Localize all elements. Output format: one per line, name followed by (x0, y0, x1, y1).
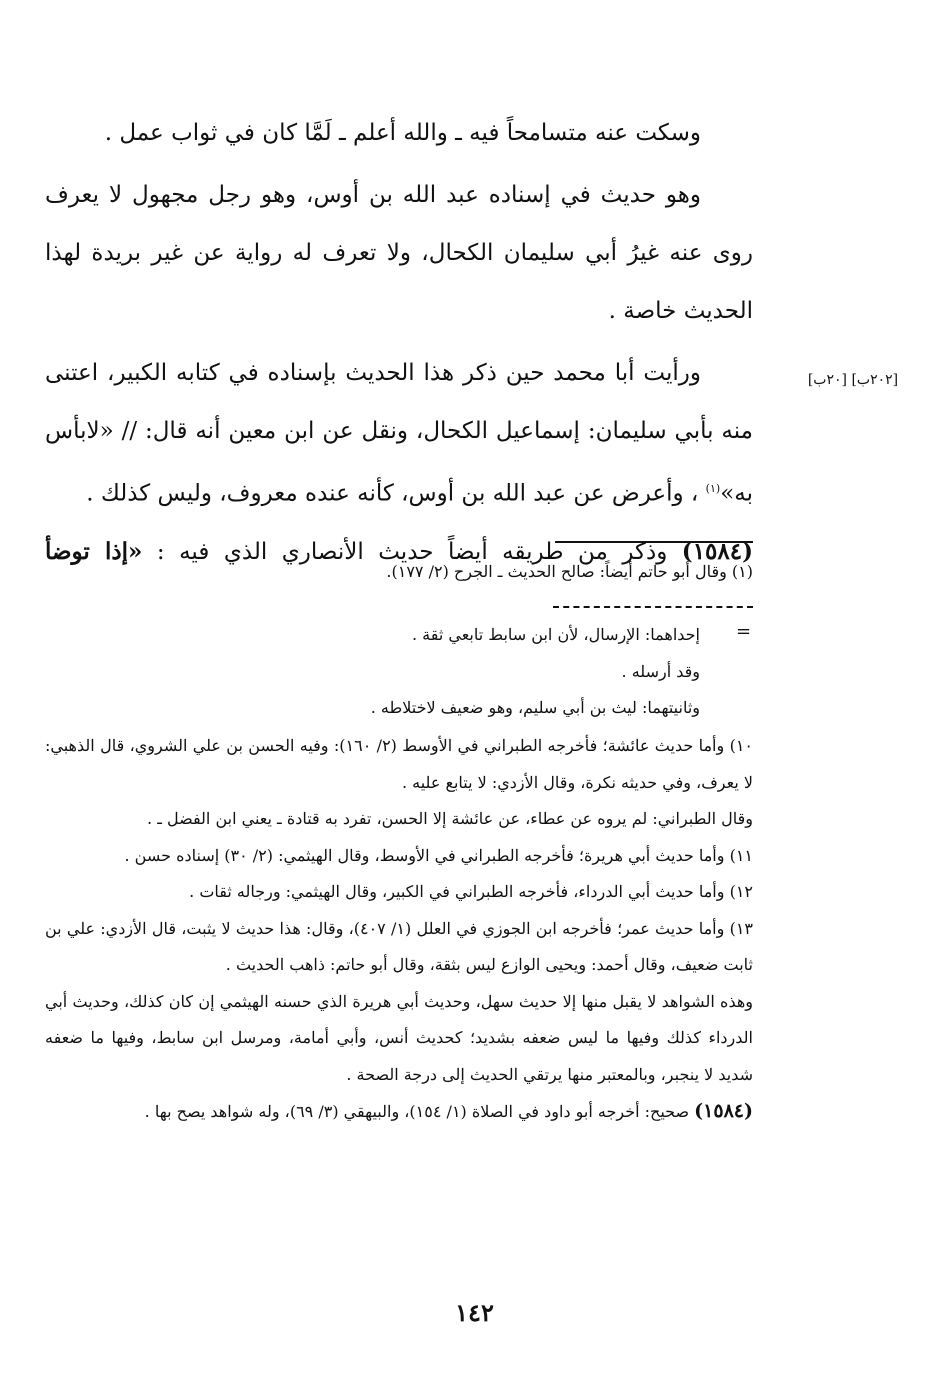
final-note-number: (١٥٨٤) (694, 1100, 753, 1122)
main-text (45, 104, 753, 581)
page-number: ١٤٢ (455, 1298, 494, 1327)
note-line-2: وقد أرسله . (621, 661, 700, 681)
continuation-separator (553, 606, 753, 608)
main-paragraph-3-text: ورأيت أبا محمد حين ذكر هذا الحديث بإسناده في كتابه الكبير، اعتنى منه بأبي سليمان: إسماعيل الكحال، ونقل عن ابن معين أنه قال: // «لابأس به» (45, 360, 753, 507)
editor-notes (45, 617, 700, 727)
main-paragraph-2: وهو حديث في إسناده عبد الله بن أوس، وهو رجل مجهول لا يعرف روى عنه غيرُ أبي سليمان الكحال، ولا تعرف له رواية عن غير بريدة لهذا الحديث خاصة . (45, 182, 753, 324)
hadith-quote: «إذا توضأ (45, 537, 143, 565)
main-paragraph-4-text: وذكر من طريقه أيضاً حديث الأنصاري الذي فيه : (142, 538, 682, 565)
note-tabarani: وقال الطبراني: لم يروه عن عطاء، عن عائشة إلا الحسن، تفرد به قتادة ـ يعني ابن الفضل ـ . (147, 809, 753, 828)
note-line-3: وثانيتهما: ليث بن أبي سليم، وهو ضعيف لاختلاطه . (370, 698, 700, 717)
note-hadith-aisha: ١٠) وأما حديث عائشة؛ فأخرجه الطبراني في الأوسط (٢/ ١٦٠): وفيه الحسن بن علي الشروي، قال الذهبي: لا يعرف، وفي حديثه نكرة، وقال الأزدي: لا يتابع عليه . (45, 736, 753, 792)
footnote-separator (555, 541, 753, 543)
note-hadith-umar: ١٣) وأما حديث عمر؛ فأخرجه ابن الجوزي في العلل (١/ ٤٠٧)، وقال: هذا حديث لا يثبت، قال الأزدي: علي بن ثابت ضعيف، وقال أحمد: ويحيى الوازع ليس بثقة، وقال أبو حاتم: ذاهب الحديث . (45, 918, 754, 974)
note-final (45, 1093, 753, 1131)
note-hadith-abu-hurayra: ١١) وأما حديث أبي هريرة؛ فأخرجه الطبراني في الأوسط، وقال الهيثمي: (٢/ ٣٠) إسناده حسن . (124, 845, 753, 865)
continuation-mark: = (736, 621, 752, 642)
footnote-1: (١) وقال أبو حاتم أيضاً: صالح الحديث ـ الجرح (٢/ ١٧٧). (386, 562, 753, 581)
editor-notes-continued (45, 728, 753, 1131)
footnote-ref-1[interactable]: (١) (705, 482, 721, 495)
manuscript-folio-note: [٢٠٢ب] [٢٠ب] (807, 372, 899, 388)
note-line-1: إحداهما: الإرسال، لأن ابن سابط تابعي ثقة . (411, 625, 700, 644)
main-paragraph-3 (45, 344, 753, 523)
main-paragraph-3-end: ، وأعرض عن عبد الله بن أوس، كأنه عنده معروف، وليس كذلك . (86, 480, 706, 507)
main-paragraph-1: وسكت عنه متسامحاً فيه ـ والله أعلم ـ لَمَّا كان في ثواب عمل . (104, 120, 701, 146)
hadith-number: (١٥٨٤) (681, 537, 753, 565)
footnotes (45, 557, 753, 587)
final-note-text: صحيح: أخرجه أبو داود في الصلاة (١/ ١٥٤)، والبيهقي (٣/ ٦٩)، وله شواهد يصح بها . (144, 1102, 695, 1121)
note-shawahid-summary: وهذه الشواهد لا يقبل منها إلا حديث سهل، وحديث أبي هريرة الذي حسنه الهيثمي إن كان كذلك، وحديث أبي الدرداء كذلك وفيها ما ليس ضعفه بشديد؛ كحديث أنس، وأبي أمامة، ومرسل ابن سابط، وفيها ما ضعفه شديد لا ينجبر، وبالمعتبر منها يرتقي الحديث إلى درجة الصحة . (45, 991, 753, 1084)
note-hadith-abu-darda: ١٢) وأما حديث أبي الدرداء، فأخرجه الطبراني في الكبير، وقال الهيثمي: ورجاله ثقات . (189, 882, 753, 901)
